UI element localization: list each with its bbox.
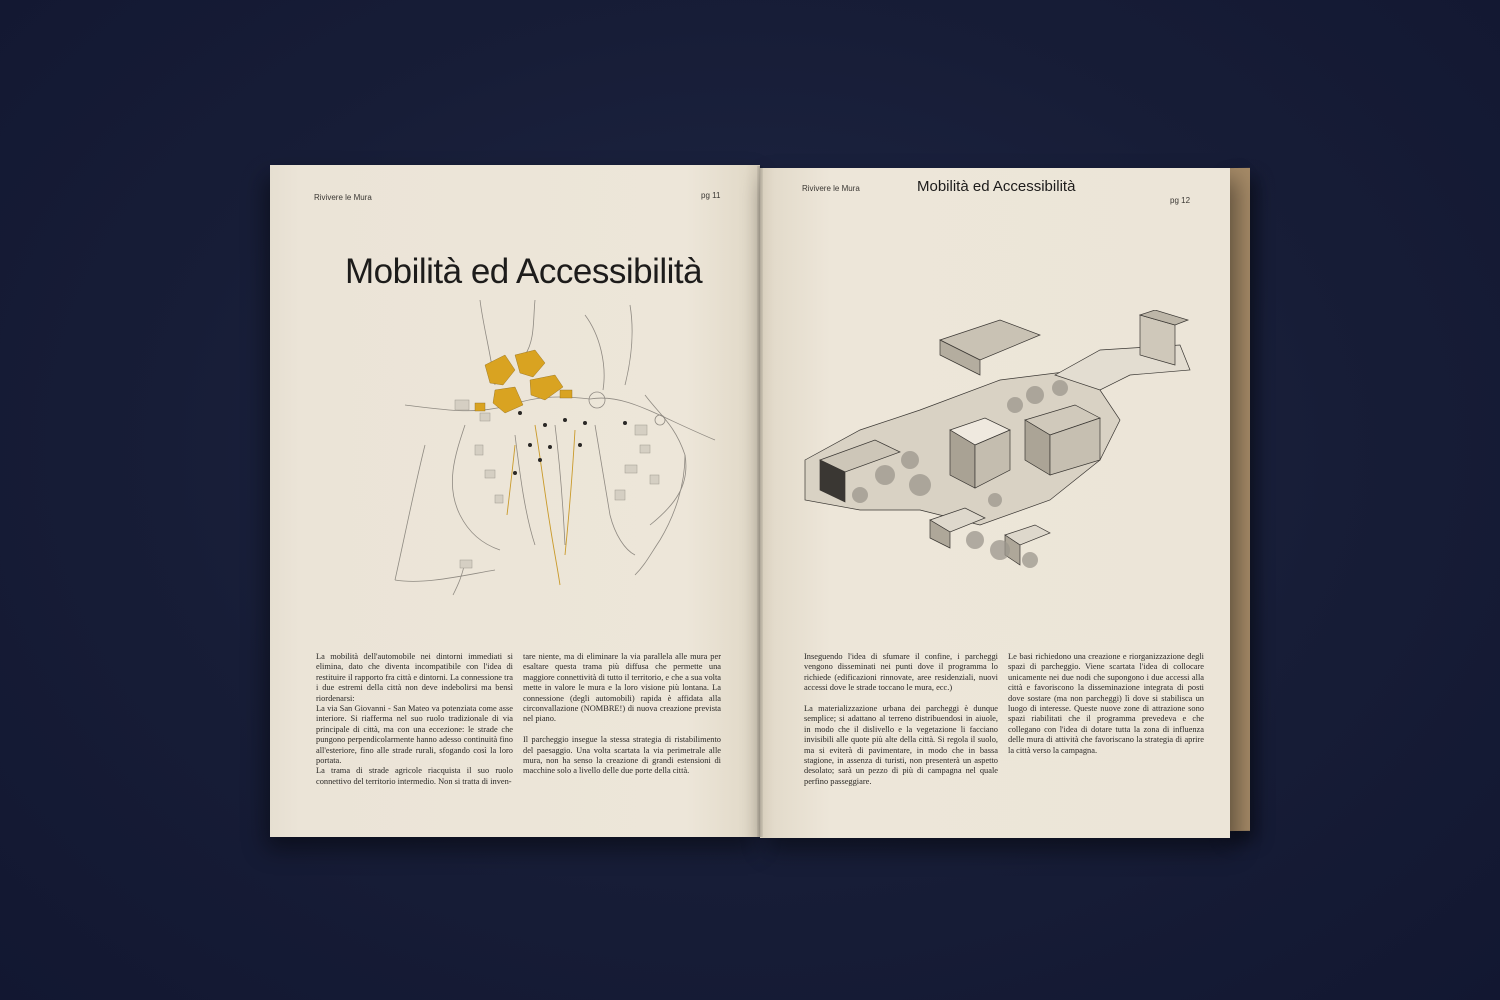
left-page-column-1: La mobilità dell'automobile nei dintorni immediati si elimina, dato che diventa incompatibile con l'idea di restituire il rapporto fra città e dintorni. La connessione tra i due estremi della città non deve indebolirsi ma bensì riordenarsi: La via San Giovanni - San Mateo va potenziata come asse interiore. Si riafferma nel suo ruolo tradizionale di via principale di città, ma con una eccezione: le strade che pungono perpendicolarmente hanno adesso continuità fino all'esteriore, fino alle strade rurali, sfogando così la loro portata. La trama di strade agricole riacquista il suo ruolo connettivo del territorio intermedio. Non si tratta di inven- xyxy=(316,652,513,786)
left-page-title: Mobilità ed Accessibilità xyxy=(345,252,703,291)
right-page-number: pg 12 xyxy=(1170,196,1191,205)
spine-gutter xyxy=(757,166,763,837)
right-page-title: Mobilità ed Accessibilità xyxy=(917,178,1076,195)
town-map-illustration xyxy=(385,295,725,605)
left-running-header: Rivivere le Mura xyxy=(314,193,372,202)
axonometric-drawing xyxy=(800,310,1200,590)
right-page-column-2: Le basi richiedono una creazione e riorganizzazione degli spazi di parcheggio. Viene scartata l'idea di collocare unicamente nei due nodi che supongono i due accessi alla città e favoriscono la disseminazione integrata di posti dove sostare (ma non parcheggi) lì dove si stabilisca un luogo di interesse. Queste nuove zone di attrazione sono spazi riabilitati che il programma prevedeva e che collegano con l'idea di dotare tutta la zona di influenza delle mura di attività che favoriscano la strategia di aprire la città verso la campagna. xyxy=(1008,652,1204,755)
left-page-number: pg 11 xyxy=(701,191,721,200)
right-page-column-1: Inseguendo l'idea di sfumare il confine, i parcheggi vengono disseminati nei punti dove il programma lo richiede (edificazioni rinnovate, aree residenziali, nuovi accessi dove le strade toccano le mura, ecc.) La materializzazione urbana dei parcheggi è dunque semplice; si adattano al terreno distribuendosi in aiuole, in modo che il dislivello e la vegetazione li facciano invisibili alle quote più alte della città. Si regola il suolo, ma si eviterà di pavimentare, in modo che in bassa stagione, in assenza di turisti, non presenterà un aspetto desolato; sarà un pezzo di più di campagna nel quale perfino passeggiare. xyxy=(804,652,998,786)
right-running-header: Rivivere le Mura xyxy=(802,184,860,193)
left-page-column-2: tare niente, ma di eliminare la via parallela alle mura per esaltare questa trama più diffusa che permette una maggiore connettività di tutto il territorio, e che a sua volta mette in valore le mura e la loro visione più lontana. La connessione (degli automobili) rapida è affidata alla circonvallazione (NOMBRE!) di nuova creazione prevista nel piano. Il parcheggio insegue la stessa strategia di ristabilimento del paesaggio. Una volta scartata la via perimetrale alle mura, non ha senso la creazione di grandi estensioni di macchine solo a livello delle due porte della città. xyxy=(523,652,721,776)
